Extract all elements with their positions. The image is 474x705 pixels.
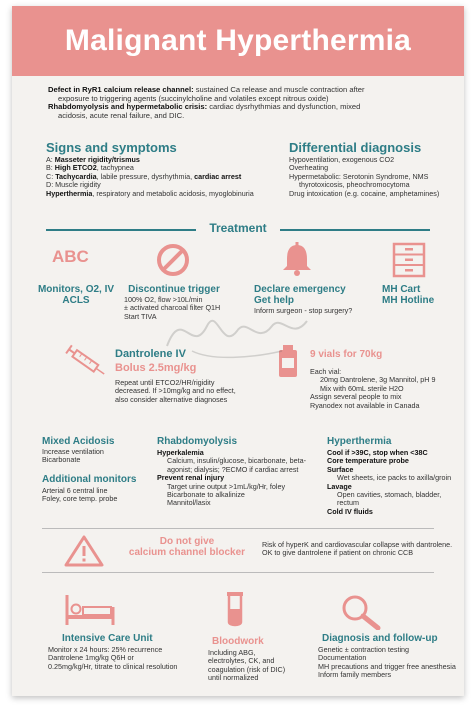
warning-triangle-icon [64,534,104,568]
ccb-line: OK to give dantrolene if patient on chronic CCB [262,548,414,558]
treatment-heading: Treatment [209,221,267,235]
rhabdo-line: Calcium, insulin/glucose, bicarbonate, beta- [167,456,307,466]
rhabdo-line: Target urine output >1mL/kg/Hr, foley [167,481,286,491]
signs-b-rest: , tachypnea [96,163,134,173]
signs-b-bold: High ETCO2 [54,163,97,173]
hyperthermia-lavage: Lavage [327,481,352,491]
diagnosis-line: Documentation [318,653,367,663]
signs-a-prefix: A: [46,155,55,164]
hyperthermia-line: Wet sheets, ice packs to axilla/groin [337,473,452,483]
drawer-cabinet-icon [392,242,426,278]
hyperthermia-heading: Hyperthermia [327,436,392,447]
diagnosis-line: Inform family members [318,670,392,680]
icu-line: Dantrolene 1mg/kg Q6H or [48,653,134,663]
bloodwork-label: Bloodwork [212,636,264,647]
dantrolene-dose: Bolus 2.5mg/kg [115,362,197,374]
vials-line: Mix with 60mL sterile H2O [320,383,404,393]
vials-line: Each vial: [310,367,342,376]
emergency-label-2: Get help [254,295,295,306]
bloodwork-details [208,649,318,683]
rhabdo-line: Mannitol/lasix [167,498,211,508]
dantrolene-line: Repeat until ETCO2/HR/rigidity [115,378,215,387]
abc-label [36,284,116,306]
bloodwork-line: Including ABG, [208,648,256,657]
intro-defect-text: sustained Ca release and muscle contraction after [193,85,365,94]
mhcart-label-2: MH Hotline [382,295,435,306]
signs-list [46,156,276,198]
trigger-label: Discontinue trigger [128,284,220,295]
intro-rhabdo-label: Rhabdomyolysis and hypermetabolic crisis: [48,102,208,112]
emergency-label-1: Declare emergency [254,284,346,295]
hyperthermia-cool: Cool if >39C, stop when <38C [327,448,428,457]
syringe-icon [64,344,110,380]
dantrolene-line: also consider alternative diagnoses [115,394,228,404]
treatment-rule-right [280,229,430,231]
signs-c-bold2: cardiac arrest [194,171,242,181]
additional-line: Arterial 6 central line [42,486,108,495]
hyperthermia-probe: Core temperature probe [327,456,409,466]
differential-item: thyrotoxicosis, pheochromocytoma [299,180,410,190]
diagnosis-line: MH precautions and trigger free anesthesia [318,661,456,671]
signs-a-text: Masseter rigidity/trismus [54,155,140,164]
abc-label-2: ACLS [62,295,90,306]
divider-top [42,528,434,529]
hyperthermia-surface: Surface [327,464,354,474]
rhabdo-details [157,449,317,508]
diagnosis-line: Genetic ± contraction testing [318,645,410,654]
hyperthermia-details [327,449,462,516]
diagnosis-details [318,646,463,680]
bloodwork-line: electrolytes, CK, and [208,656,275,666]
signs-h-bold: Hyperthermia [46,188,93,198]
mhcart-label-1: MH Cart [382,284,421,295]
bloodwork-line: until normalized [208,673,259,683]
signs-heading: Signs and symptoms [46,140,177,155]
hyperthermia-line: rectum [337,498,359,508]
acidosis-line: Increase ventilation [42,447,104,456]
intro-rhabdo-text: cardiac dysrhythmias and dysfunction, mixed [207,102,361,112]
icu-line: Monitor x 24 hours: 25% recurrence [48,645,163,654]
intro-defect-label: Defect in RyR1 calcium release channel: [48,85,194,94]
rhabdo-line: Bicarbonate to alkalinize [167,490,245,500]
emergency-detail: Inform surgeon - stop surgery? [254,306,353,315]
vials-line: 20mg Dantrolene, 3g Mannitol, pH 9 [320,375,436,385]
acidosis-line: Bicarbonate [42,455,81,465]
signature-watermark [162,296,312,371]
icu-details [48,646,208,671]
intro [48,86,448,120]
differential-item: Overheating [289,163,329,173]
intro-acidosis-text: acidosis, acute renal failure, and DIC. [58,110,185,120]
trigger-line: 100% O2, flow >10L/min [124,295,203,304]
poster [12,6,464,696]
prohibition-icon [155,242,191,278]
dantrolene-details [115,379,265,404]
additional-monitors-details [42,487,157,504]
vials-line: Assign several people to mix [310,392,402,402]
rhabdo-line: agonist; dialysis; ?ECMO if cardiac arrest [167,464,299,474]
hyperthermia-fluids: Cold IV fluids [327,506,373,516]
bloodwork-line: coagulation (risk of DIC) [208,664,286,674]
ccb-label [122,536,252,558]
icu-line: 0.25mg/kg/Hr, titrate to clinical resolution [48,661,178,671]
trigger-line: ± activated charcoal filter Q1H [124,303,221,313]
differential-list [289,156,459,198]
signs-b-prefix: B: [46,163,55,173]
signs-d: D: Muscle rigidity [46,180,101,190]
differential-item: Hypoventilation, exogenous CO2 [289,155,395,164]
differential-heading: Differential diagnosis [289,140,422,155]
alarm-bell-icon [280,242,314,278]
ccb-label-1: Do not give [159,536,215,547]
vials-details [310,368,460,410]
acidosis-details [42,448,152,465]
page-title: Malignant Hyperthermia [64,24,412,57]
signs-c-mid: , labile pressure, dysrhythmia, [96,171,195,181]
additional-monitors-heading: Additional monitors [42,474,137,485]
dantrolene-line: decreased. If >10mg/kg and no effect, [115,386,236,396]
hyperthermia-line: Open cavities, stomach, bladder, [337,490,442,500]
rhabdo-hyperk: Hyperkalemia [157,448,204,457]
abc-label-1: Monitors, O2, IV [37,284,115,295]
signs-c-prefix: C: [46,171,56,181]
additional-line: Foley, core temp. probe [42,494,118,504]
ccb-details [262,541,462,558]
diagnosis-label: Diagnosis and follow-up [322,633,438,644]
vials-line: Ryanodex not available in Canada [310,400,420,410]
differential-item: Drug intoxication (e.g. cocaine, amphetamines) [289,188,440,198]
ccb-line: Risk of hyperK and cardiovascular collapse with dantrolene. [262,540,453,549]
ccb-label-2: calcium channel blocker [128,547,246,558]
hospital-bed-icon [64,593,116,627]
magnifier-icon [340,594,382,630]
mhcart-label [382,284,462,306]
title-banner [12,6,464,76]
intro-exposure-text: exposure to triggering agents (succinylcholine and volatiles except nitrous oxide) [58,93,329,103]
signs-h-rest: , respiratory and metabolic acidosis, myoglobinuria [92,188,254,198]
trigger-line: Start TIVA [124,311,157,321]
vials-label: 9 vials for 70kg [310,349,383,360]
icu-label: Intensive Care Unit [62,633,153,644]
dantrolene-label: Dantrolene IV [115,348,186,360]
abc-text-icon: ABC [52,247,89,266]
divider-bottom [42,572,434,573]
test-tube-icon [225,591,245,629]
differential-item: Hypermetabolic: Serotonin Syndrome, NMS [289,171,429,181]
signs-c-bold: Tachycardia [55,171,97,181]
rhabdo-renal: Prevent renal injury [157,473,225,483]
rhabdo-heading: Rhabdomyolysis [157,436,238,447]
acidosis-heading: Mixed Acidosis [42,436,115,447]
